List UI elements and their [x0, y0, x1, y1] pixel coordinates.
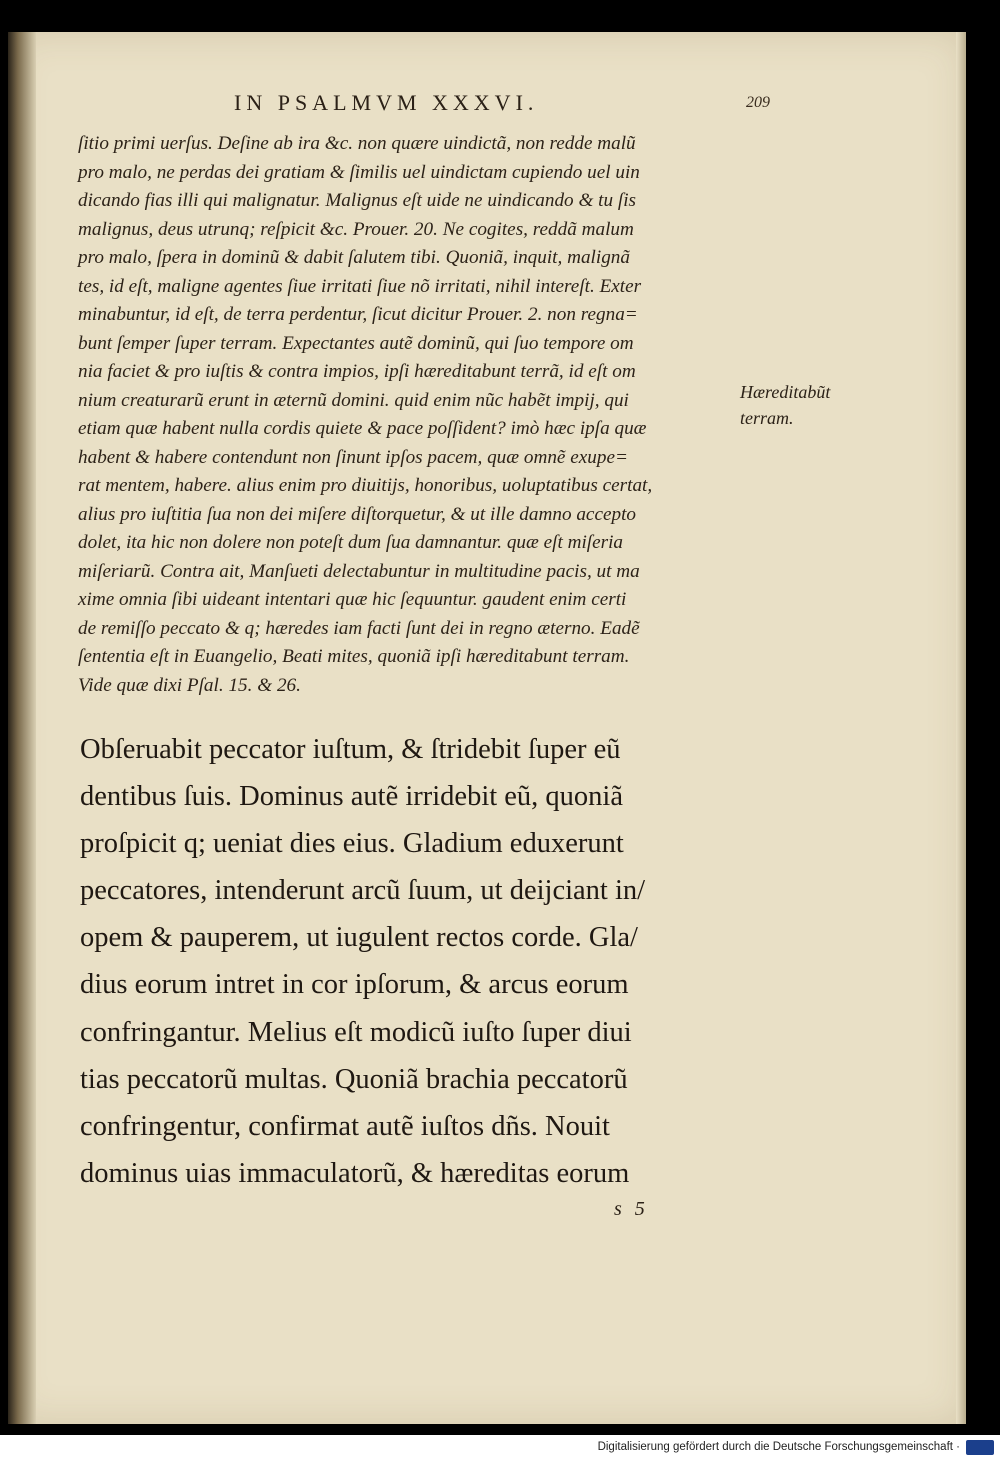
commentary-line: rat mentem, habere. alius enim pro diuitijs, honoribus, uoluptatibus certat, [78, 475, 653, 496]
book-page [8, 32, 966, 1424]
marginal-note [740, 379, 860, 431]
page-edge [956, 32, 966, 1424]
psalm-line: dius eorum intret in cor ipſorum, & arcus eorum [80, 969, 629, 1001]
commentary-line: alius pro iuſtitia ſua non dei miſere diſtorquetur, & ut ille damno accepto [78, 503, 636, 525]
commentary-line: ſitio primi uerſus. Deſine ab ira &c. non quære uindictã, non redde malũ [78, 133, 636, 154]
page-gutter [8, 32, 36, 1424]
commentary-line: malignus, deus utrunq; reſpicit &c. Prouer. 20. Ne cogites, reddã malum [78, 218, 634, 240]
psalm-line: dominus uias immaculatorũ, & hæreditas eorum [80, 1157, 630, 1189]
running-head: IN PSALMVM XXXVI. [234, 90, 539, 115]
psalm-line: confringantur. Melius eſt modicũ iuſto ſuper diui [80, 1016, 632, 1048]
commentary-line: habent & habere contendunt non ſinunt ipſos pacem, quæ omnẽ exupe= [78, 446, 628, 468]
commentary-line: dicando fias illi qui malignatur. Malignus eſt uide ne uindicando & tu ſis [78, 190, 637, 211]
folio-number: 209 [746, 94, 770, 111]
commentary-line: xime omnia ſibi uideant intentari quæ hic ſequuntur. gaudent enim certi [78, 589, 627, 610]
marginal-note-line: terram. [740, 408, 794, 428]
psalm-text-block [80, 726, 760, 1197]
commentary-line: bunt ſemper ſuper terram. Expectantes autẽ dominũ, qui ſuo tempore om [78, 332, 634, 354]
footer-credit: Digitalisierung gefördert durch die Deutsche Forschungsgemeinschaft · [597, 1441, 960, 1453]
psalm-line: confringentur, confirmat autẽ iuſtos dñs. Nouit [80, 1110, 610, 1142]
psalm-line: dentibus ſuis. Dominus autẽ irridebit eũ, quoniã [80, 781, 624, 813]
commentary-block [78, 130, 742, 700]
commentary-line: dolet, ita hic non dolere non poteſt dum ſua damnantur. quæ eſt miſeria [78, 532, 624, 553]
commentary-line: nium creaturarũ erunt in æternũ domini. quid enim nũc habẽt impij, qui [78, 389, 629, 411]
psalm-line: peccatores, intenderunt arcũ ſuum, ut deijciant in/ [80, 875, 646, 907]
footer-bar [0, 1435, 1000, 1462]
psalm-line: opem & pauperem, ut iugulent rectos corde. Gla/ [80, 922, 638, 954]
psalm-line: proſpicit q; ueniat dies eius. Gladium eduxerunt [80, 828, 624, 860]
marginal-note-line: Hæreditabũt [740, 382, 831, 402]
commentary-line: pro malo, ne perdas dei gratiam & ſimilis uel uindictam cupiendo uel uin [78, 161, 640, 183]
commentary-line: de remiſſo peccato & q; hæredes iam facti ſunt dei in regno æterno. Eadẽ [78, 617, 640, 639]
commentary-line: pro malo, ſpera in dominũ & dabit ſalutem tibi. Quoniã, inquit, malignã [78, 247, 630, 268]
commentary-line: nia faciet & pro iuſtis & contra impios, ipſi hæreditabunt terrã, id eſt om [78, 361, 636, 382]
commentary-line: ſententia eſt in Euangelio, Beati mites, quoniã ipſi hæreditabunt terram. [78, 646, 630, 667]
commentary-line: miſeriarũ. Contra ait, Manſueti delectabuntur in multitudine pacis, ut ma [78, 560, 640, 582]
psalm-line: tias peccatorũ multas. Quoniã brachia peccatorũ [80, 1063, 628, 1095]
signature-mark: s 5 [614, 1198, 649, 1220]
commentary-line: minabuntur, id eſt, de terra perdentur, ſicut dicitur Prouer. 2. non regna= [78, 304, 638, 325]
commentary-line: Vide quæ dixi Pſal. 15. & 26. [78, 674, 301, 696]
dfg-logo-icon [966, 1440, 994, 1455]
commentary-line: etiam quæ habent nulla cordis quiete & pace poſſident? imò hæc ipſa quæ [78, 418, 647, 439]
commentary-line: tes, id eſt, maligne agentes ſiue irritati ſiue nõ irritati, nihil intereſt. Exter [78, 275, 642, 297]
psalm-line: Obſeruabit peccator iuſtum, & ſtridebit ſuper eũ [80, 734, 621, 765]
